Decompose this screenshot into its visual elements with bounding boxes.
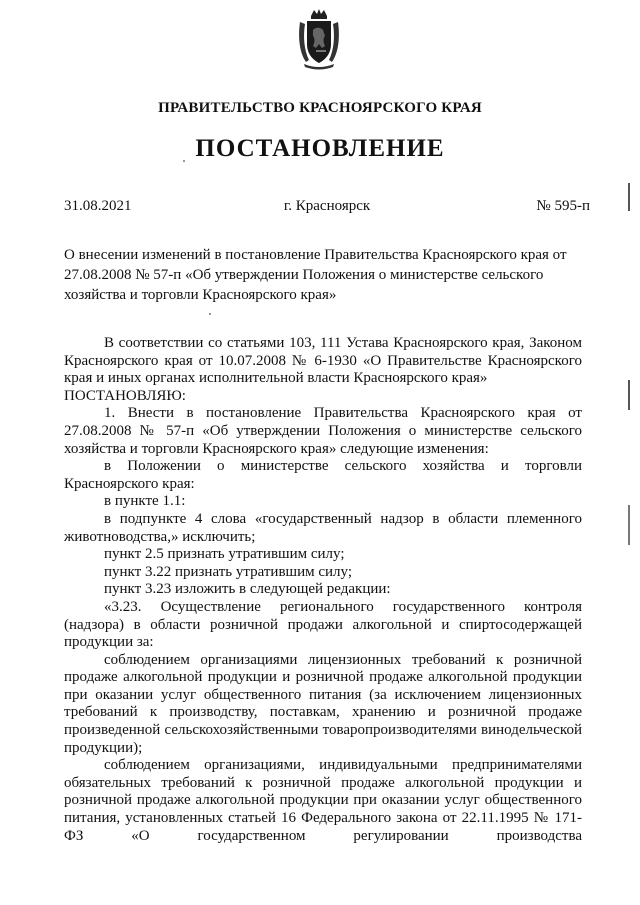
document-type-title: ПОСТАНОВЛЕНИЕ (195, 135, 445, 162)
body-paragraph: пункт 3.23 изложить в следующей редакции: (104, 581, 391, 598)
body-resolve: ПОСТАНОВЛЯЮ: (64, 387, 186, 404)
krasnoyarsk-coat-of-arms-icon (296, 8, 342, 70)
body-paragraph: 1. Внести в постановление Правительства Красноярского края от 27.08.2008 № 57-п «Об утверждении Положения о министерстве сельского хозяйства и торговли Красноярского края» следующие изменения: (64, 405, 582, 457)
body-paragraph: в пункте 1.1: (104, 493, 186, 510)
body-paragraph: в подпункте 4 слова «государственный надзор в области племенного животноводства,» исключить; (64, 510, 582, 545)
document-city: г. Красноярск (283, 198, 371, 214)
scan-speck (183, 160, 185, 162)
document-body (64, 335, 582, 845)
body-paragraph: пункт 2.5 признать утратившим силу; (104, 546, 345, 563)
body-paragraph: соблюдением организациями лицензионных требований к розничной продаже алкогольной продукции и розничной продаже алкогольной продукции при оказании услуг общественного питания (за исключением лицензионных требований к производству, поставкам, хранению и розничной продаже произведенной сельскохозяйственными товаропроизводителями винодельческой продукции); (64, 651, 582, 756)
body-paragraph: соблюдением организациями, индивидуальными предпринимателями обязательных требований к розничной продаже алкогольной продукции и розничной продаже алкогольной продукции при оказании услуг общественного питания, установленных статьей 16 Федерального закона от 22.11.1995 № 171-ФЗ «О государственном регулировании производства (64, 757, 582, 844)
government-name: ПРАВИТЕЛЬСТВО КРАСНОЯРСКОГО КРАЯ (158, 100, 482, 116)
document-subject: О внесении изменений в постановление Правительства Красноярского края от 27.08.2008 № 57-п «Об утверждении Положения о министерстве сельского хозяйства и торговли Красноярского края» (64, 247, 567, 303)
body-preamble: В соответствии со статьями 103, 111 Устава Красноярского края, Законом Красноярского края от 10.07.2008 № 6-1930 «О Правительстве Красноярского края и иных органах исполнительной власти Красноярского края» (64, 335, 582, 387)
scan-edge-mark (628, 505, 630, 545)
scan-edge-mark (628, 380, 630, 410)
scan-speck (209, 313, 211, 315)
body-paragraph: в Положении о министерстве сельского хозяйства и торговли Красноярского края: (64, 458, 582, 492)
body-paragraph: пункт 3.22 признать утратившим силу; (104, 563, 353, 580)
body-paragraph: «3.23. Осуществление регионального государственного контроля (надзора) в области розничной продажи алкогольной и спиртосодержащей продукции за: (64, 598, 582, 651)
document-date: 31.08.2021 (64, 198, 132, 214)
scan-edge-mark (628, 183, 630, 211)
document-number: № 595-п (536, 198, 590, 214)
